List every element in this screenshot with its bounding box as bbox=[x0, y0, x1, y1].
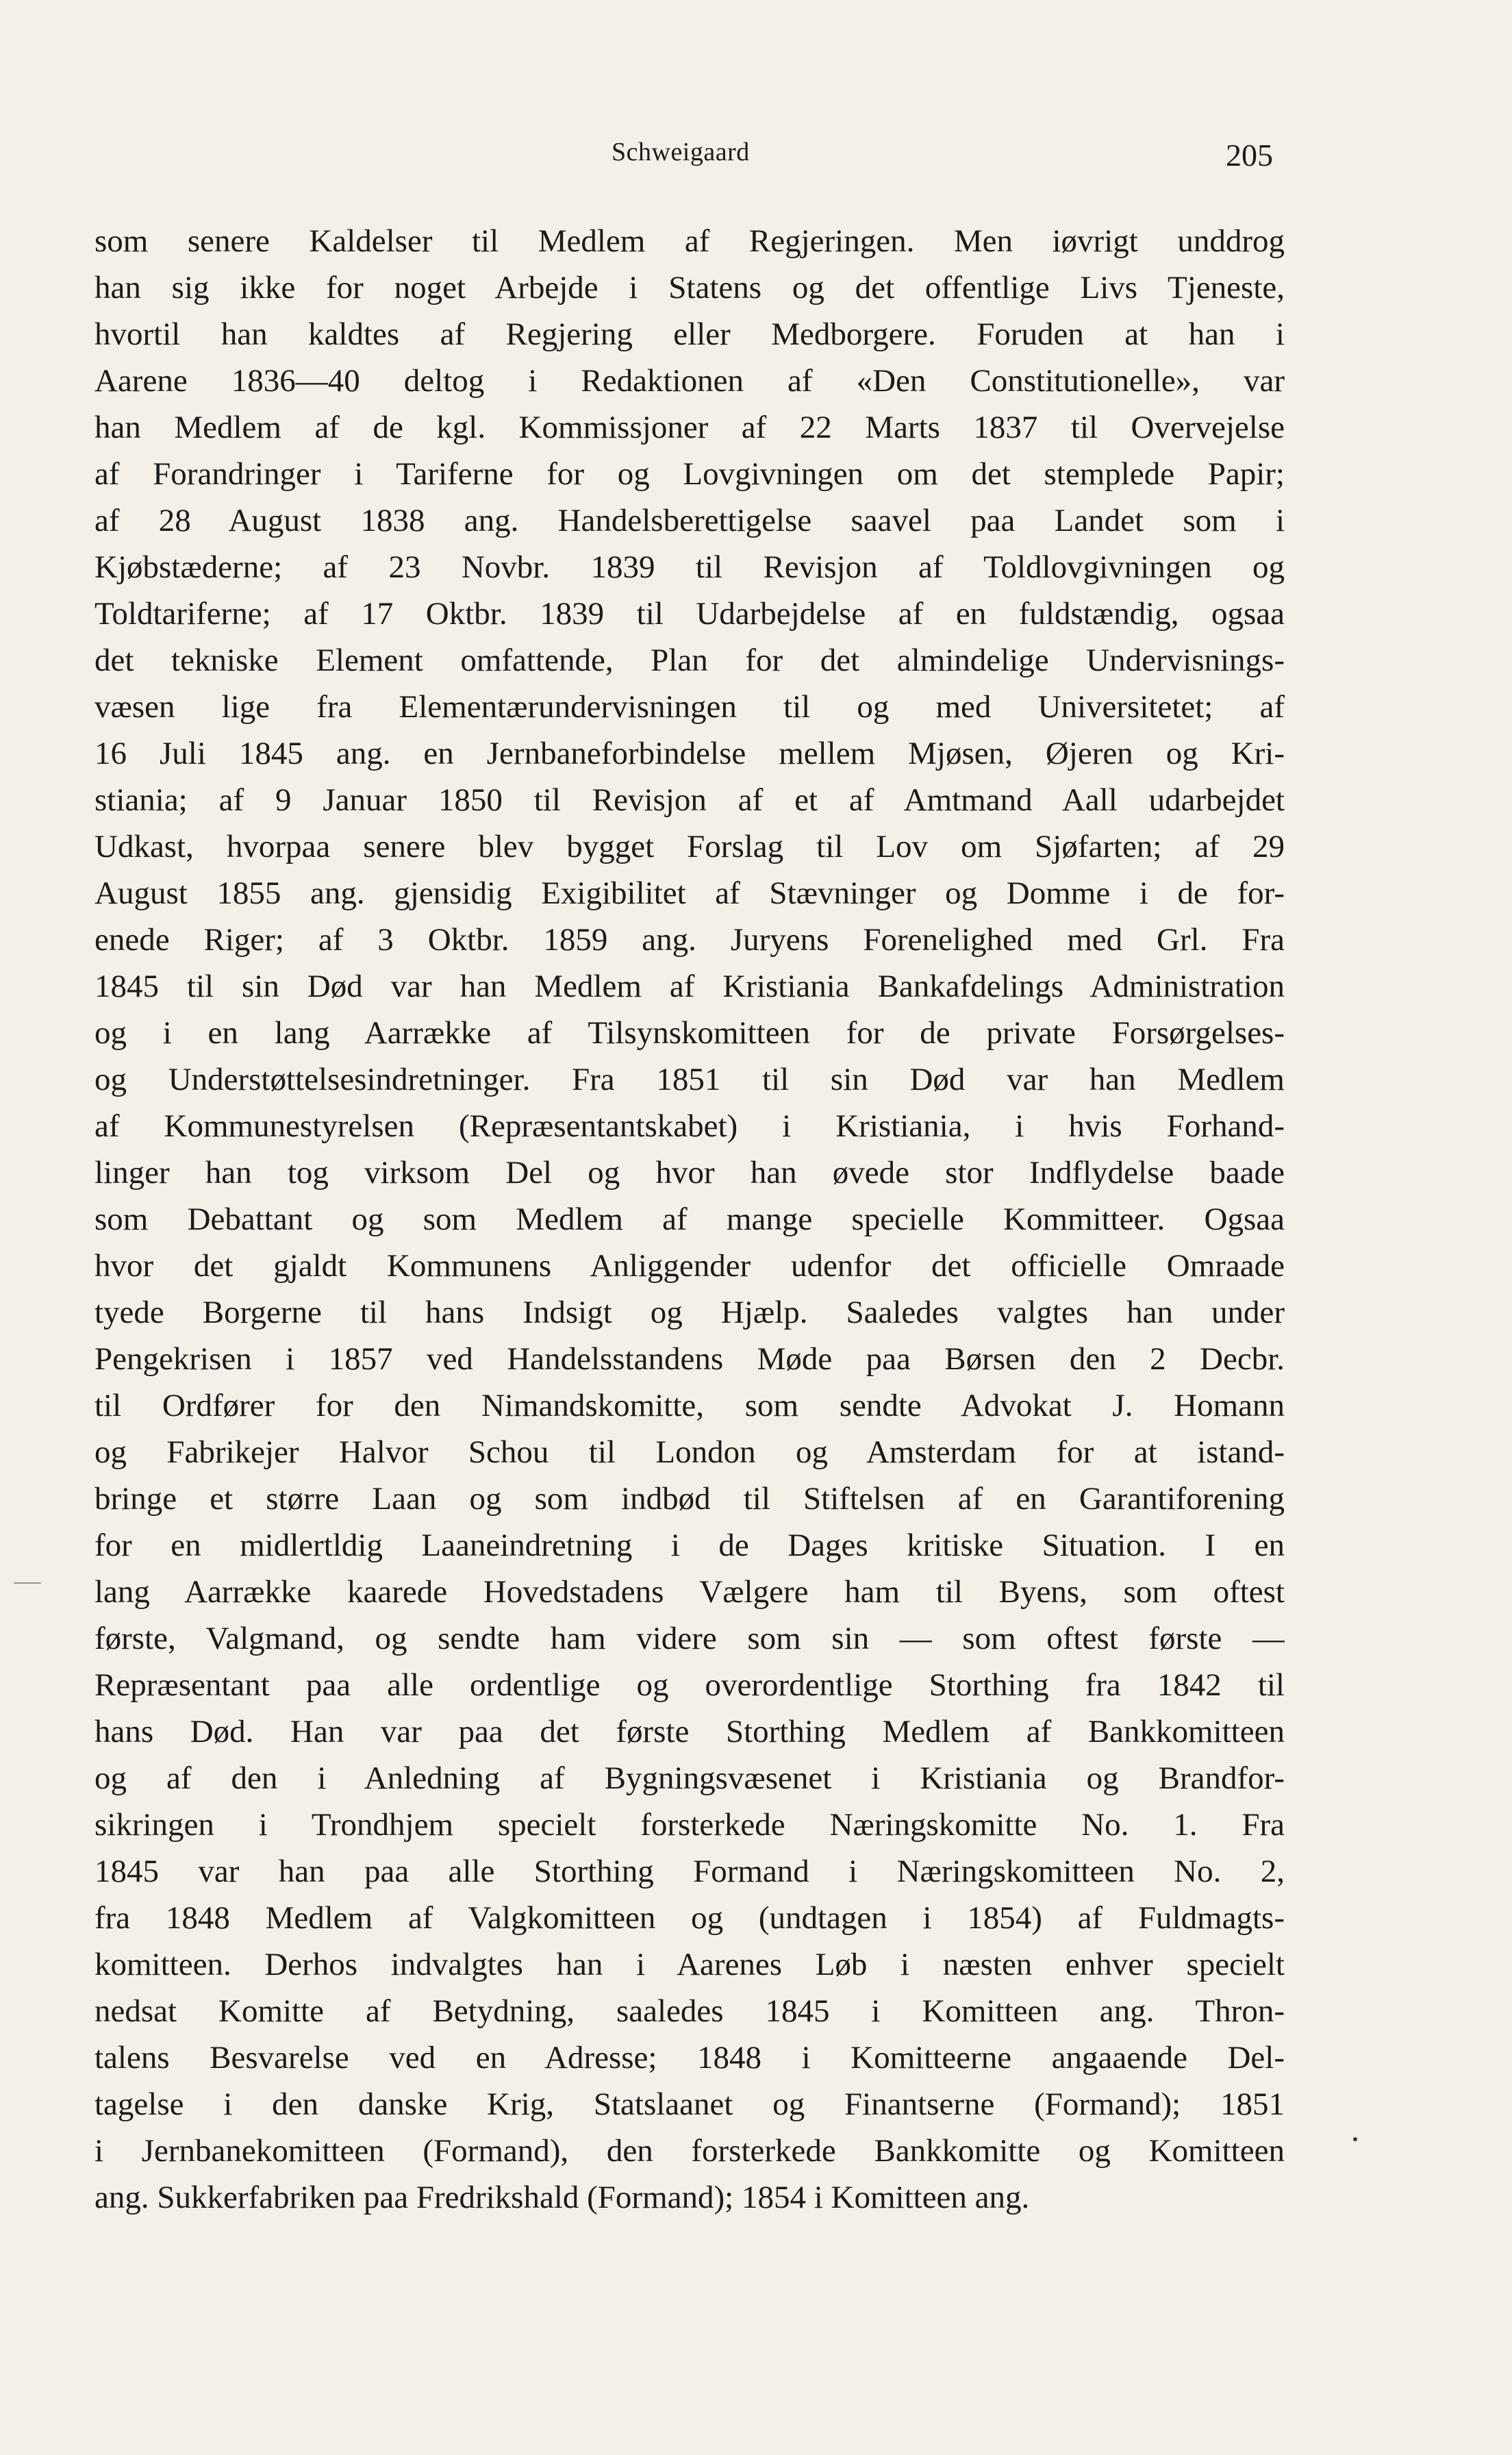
text-line: stiania; af 9 Januar 1850 til Revisjon af et af Amtmand Aall udarbejdet bbox=[94, 782, 1285, 818]
text-line: væsen lige fra Elementærundervisningen til og med Universitetet; af bbox=[94, 689, 1285, 725]
text-line: Toldtariferne; af 17 Oktbr. 1839 til Udarbejdelse af en fuldstændig, ogsaa bbox=[94, 596, 1285, 632]
text-line: Repræsentant paa alle ordentlige og overordentlige Storthing fra 1842 til bbox=[94, 1667, 1285, 1703]
text-line: som Debattant og som Medlem af mange specielle Kommitteer. Ogsaa bbox=[94, 1201, 1285, 1237]
text-line: hvortil han kaldtes af Regjering eller Medborgere. Foruden at han i bbox=[94, 316, 1285, 352]
page-number: 205 bbox=[1226, 138, 1273, 173]
text-line: 1845 var han paa alle Storthing Formand i Næringskomitteen No. 2, bbox=[94, 1854, 1285, 1889]
text-line: hvor det gjaldt Kommunens Anliggender udenfor det officielle Omraade bbox=[94, 1248, 1285, 1284]
text-line: Aarene 1836—40 deltog i Redaktionen af «Den Constitutionelle», var bbox=[94, 363, 1285, 399]
text-line: første, Valgmand, og sendte ham videre som sin — som oftest første — bbox=[94, 1621, 1285, 1656]
running-title: Schweigaard bbox=[612, 138, 750, 166]
text-line: hans Død. Han var paa det første Storthing Medlem af Bankkomitteen bbox=[94, 1714, 1285, 1749]
running-head bbox=[0, 137, 1512, 178]
text-line: 16 Juli 1845 ang. en Jernbaneforbindelse mellem Mjøsen, Øjeren og Kri- bbox=[94, 736, 1285, 771]
text-line: talens Besvarelse ved en Adresse; 1848 i Komitteerne angaaende Del- bbox=[94, 2040, 1285, 2076]
text-line: tyede Borgerne til hans Indsigt og Hjælp. Saaledes valgtes han under bbox=[94, 1295, 1285, 1330]
text-line: 1845 til sin Død var han Medlem af Kristiania Bankafdelings Administration bbox=[94, 969, 1285, 1004]
text-line: og i en lang Aarrække af Tilsynskomitteen for de private Forsørgelses- bbox=[94, 1015, 1285, 1051]
text-line: af 28 August 1838 ang. Handelsberettigelse saavel paa Landet som i bbox=[94, 503, 1285, 538]
text-line: ang. Sukkerfabriken paa Fredrikshald (Formand); 1854 i Komitteen ang. bbox=[94, 2180, 1030, 2215]
text-line: for en midlertldig Laaneindretning i de Dages kritiske Situation. I en bbox=[94, 1528, 1285, 1563]
text-line: fra 1848 Medlem af Valgkomitteen og (undtagen i 1854) af Fuldmagts- bbox=[94, 1900, 1285, 1936]
text-line: linger han tog virksom Del og hvor han øvede stor Indflydelse baade bbox=[94, 1155, 1285, 1191]
text-line: han Medlem af de kgl. Kommissjoner af 22 Marts 1837 til Overvejelse bbox=[94, 410, 1285, 445]
text-line: og Understøttelsesindretninger. Fra 1851 til sin Død var han Medlem bbox=[94, 1062, 1285, 1097]
margin-dot bbox=[1353, 2137, 1357, 2141]
text-line: som senere Kaldelser til Medlem af Regjeringen. Men iøvrigt unddrog bbox=[94, 223, 1285, 259]
text-line: det tekniske Element omfattende, Plan for det almindelige Undervisnings- bbox=[94, 643, 1285, 678]
text-line: komitteen. Derhos indvalgtes han i Aarenes Løb i næsten enhver specielt bbox=[94, 1947, 1285, 1982]
text-line: han sig ikke for noget Arbejde i Statens og det offentlige Livs Tjeneste, bbox=[94, 270, 1285, 306]
text-line: tagelse i den danske Krig, Statslaanet og Finantserne (Formand); 1851 bbox=[94, 2086, 1285, 2122]
text-line: af Kommunestyrelsen (Repræsentantskabet) i Kristiania, i hvis Forhand- bbox=[94, 1108, 1285, 1144]
text-line: til Ordfører for den Nimandskomitte, som sendte Advokat J. Homann bbox=[94, 1388, 1285, 1423]
text-line: og af den i Anledning af Bygningsvæsenet i Kristiania og Brandfor- bbox=[94, 1760, 1285, 1796]
body-text bbox=[94, 218, 1285, 2221]
text-line: bringe et større Laan og som indbød til Stiftelsen af en Garantiforening bbox=[94, 1481, 1285, 1517]
text-line: August 1855 ang. gjensidig Exigibilitet af Stævninger og Domme i de for- bbox=[94, 875, 1285, 911]
text-line: lang Aarrække kaarede Hovedstadens Vælgere ham til Byens, som oftest bbox=[94, 1574, 1285, 1610]
text-line: Pengekrisen i 1857 ved Handelsstandens Møde paa Børsen den 2 Decbr. bbox=[94, 1341, 1285, 1377]
text-line: sikringen i Trondhjem specielt forsterkede Næringskomitte No. 1. Fra bbox=[94, 1807, 1285, 1843]
margin-mark bbox=[14, 1582, 41, 1584]
text-line: nedsat Komitte af Betydning, saaledes 1845 i Komitteen ang. Thron- bbox=[94, 1993, 1285, 2029]
text-line: Udkast, hvorpaa senere blev bygget Forslag til Lov om Sjøfarten; af 29 bbox=[94, 829, 1285, 864]
text-line: enede Riger; af 3 Oktbr. 1859 ang. Juryens Forenelighed med Grl. Fra bbox=[94, 922, 1285, 958]
text-line: Kjøbstæderne; af 23 Novbr. 1839 til Revisjon af Toldlovgivningen og bbox=[94, 549, 1285, 585]
text-line: af Forandringer i Tariferne for og Lovgivningen om det stemplede Papir; bbox=[94, 456, 1285, 492]
text-line: i Jernbanekomitteen (Formand), den forsterkede Bankkomitte og Komitteen bbox=[94, 2133, 1285, 2169]
text-line: og Fabrikejer Halvor Schou til London og Amsterdam for at istand- bbox=[94, 1434, 1285, 1470]
